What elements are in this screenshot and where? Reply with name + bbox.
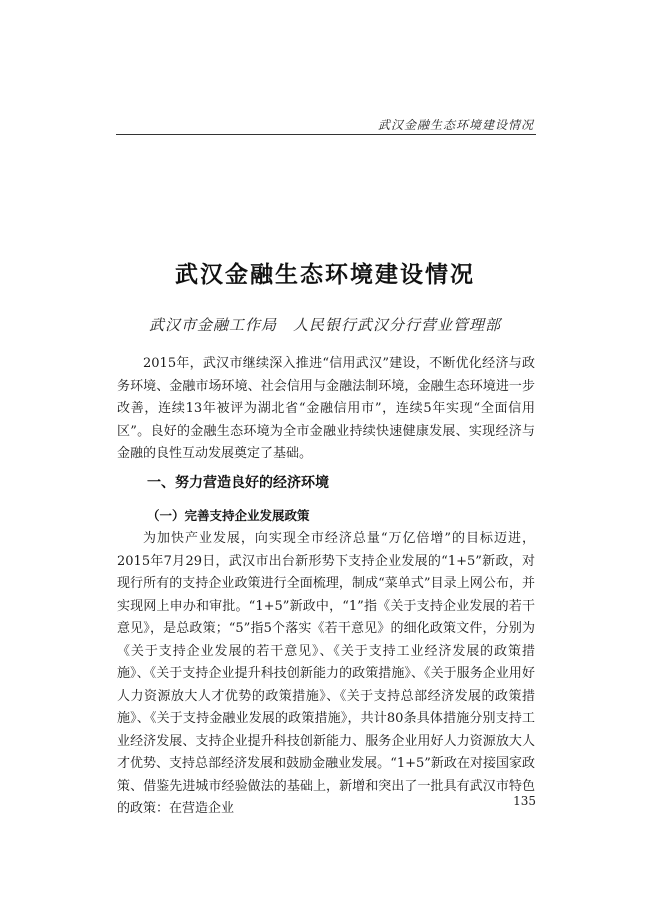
running-header: 武汉金融生态环境建设情况	[377, 118, 534, 132]
body-paragraph: 为加快产业发展，向实现全市经济总量“万亿倍增”的目标迈进，2015年7月29日，武汉市出台新形势下支持企业发展的“1+5”新政，对现行所有的支持企业政策进行全面梳理，制成“菜单式”目录上网公布，并实现网上申办和审批。“1+5”新政中，“1”指《关于支持企业发展的若干意见》，是总政策；“5”指5个落实《若干意见》的细化政策文件，分别为《关于支持企业发展的若干意见》、《关于支持工业经济发展的政策措施》、《关于支持企业提升科技创新能力的政策措施》、《关于服务企业用好人力资源放大人才优势的政策措施》、《关于支持总部经济发展的政策措施》、《关于支持金融业发展的政策措施》，共计80条具体措施分别支持工业经济发展、支持企业提升科技创新能力、服务企业用好人力资源放大人才优势、支持总部经济发展和鼓励金融业发展。“1+5”新政在对接国家政策、借鉴先进城市经验做法的基础上，新增和突出了一批具有武汉市特色的政策：在营造企业	[117, 531, 535, 816]
page-title: 武汉金融生态环境建设情况	[175, 261, 475, 288]
page-number: 135	[513, 794, 536, 808]
authors-line	[0, 314, 650, 335]
section-heading: 一、努力营造良好的经济环境	[147, 475, 329, 491]
intro-paragraph: 2015年，武汉市继续深入推进“信用武汉”建设，不断优化经济与政务环境、金融市场环境、社会信用与金融法制环境，金融生态环境进一步改善，连续13年被评为湖北省“金融信用市”，连续5年实现“全面信用区”。良好的金融生态环境为全市金融业持续快速健康发展、实现经济与金融的良性互动发展奠定了基础。	[117, 356, 535, 461]
sub-heading: （一）完善支持企业发展政策	[147, 508, 310, 523]
author-pbc-wuhan: 人民银行武汉分行营业管理部	[293, 316, 502, 334]
header-rule	[116, 134, 536, 135]
author-finance-bureau: 武汉市金融工作局	[148, 316, 277, 334]
